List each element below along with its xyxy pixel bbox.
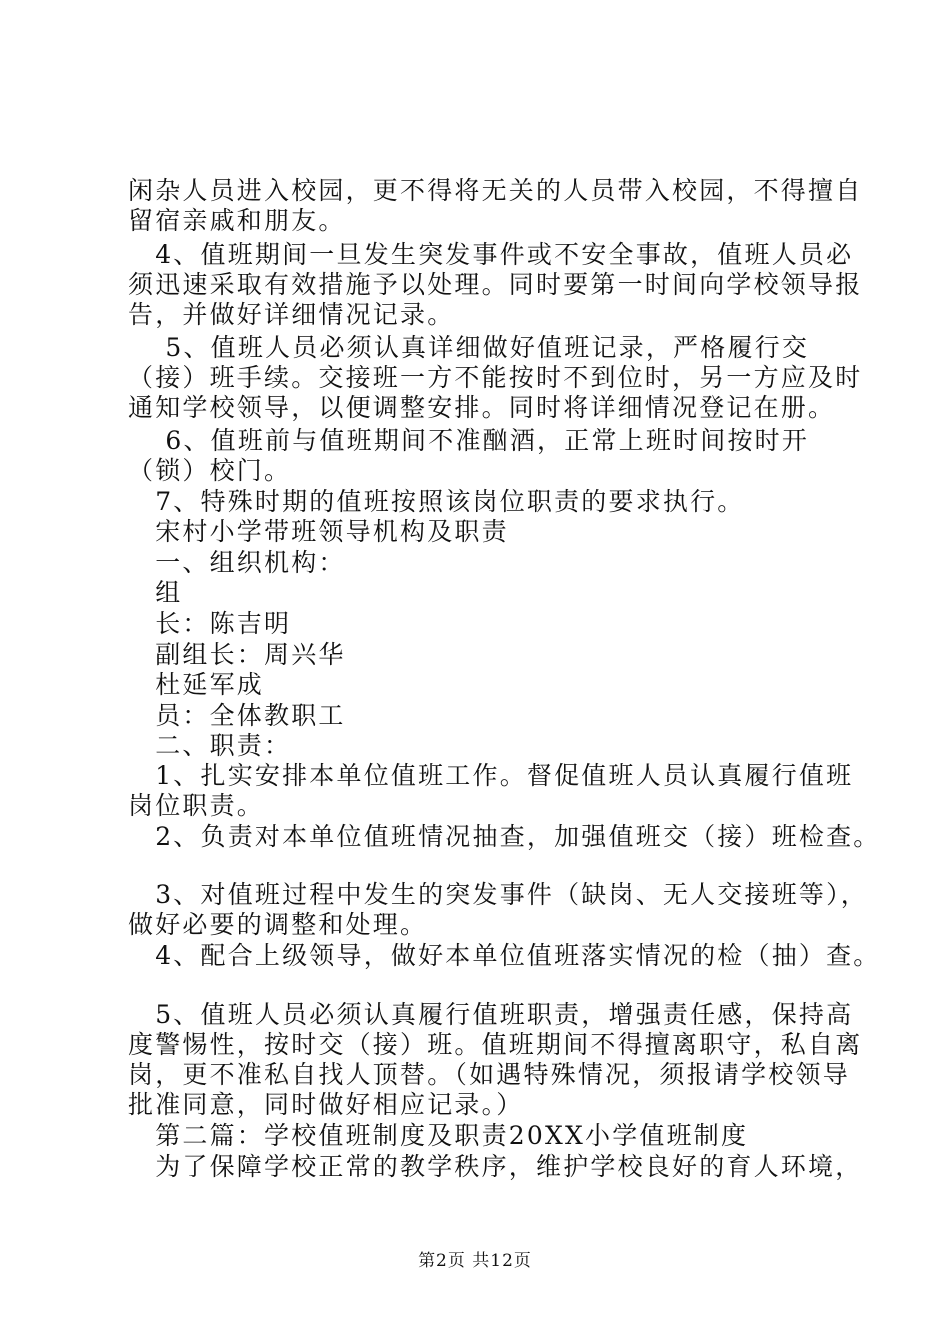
text-line: 员：全体教职工 [128,701,346,730]
text-line: 副组长：周兴华 [128,640,346,669]
text-line: 杜延军成 [128,670,265,699]
text-line: 宋村小学带班领导机构及职责 [128,517,509,546]
text-line: （接）班手续。交接班一方不能按时不到位时，另一方应及时 [128,363,863,392]
text-line: 第二篇：学校值班制度及职责20XX小学值班制度 [128,1121,749,1150]
text-line: 留宿亲戚和朋友。 [128,206,346,235]
text-line: 做好必要的调整和处理。 [128,910,428,939]
text-line: 须迅速采取有效措施予以处理。同时要第一时间向学校领导报 [128,270,863,299]
text-line: 批准同意，同时做好相应记录。） [128,1090,524,1119]
text-line: 3、对值班过程中发生的突发事件（缺岗、无人交接班等）， [128,880,869,909]
text-line: 6、值班前与值班期间不准酗酒，正常上班时间按时开 [128,426,810,455]
text-line: 告，并做好详细情况记录。 [128,300,455,329]
text-line: 为了保障学校正常的教学秩序，维护学校良好的育人环境， [128,1152,863,1181]
text-line: 2、负责对本单位值班情况抽查，加强值班交（接）班检查。 [128,822,881,851]
text-line: 4、配合上级领导，做好本单位值班落实情况的检（抽）查。 [128,941,881,970]
text-line: 4、值班期间一旦发生突发事件或不安全事故，值班人员必 [128,240,854,269]
text-line: 长：陈吉明 [128,609,292,638]
text-line: 1、扎实安排本单位值班工作。督促值班人员认真履行值班 [128,761,854,790]
text-line: 5、值班人员必须认真履行值班职责，增强责任感，保持高 [128,1000,854,1029]
text-line: 5、值班人员必须认真详细做好值班记录，严格履行交 [128,333,810,362]
text-line: 通知学校领导，以便调整安排。同时将详细情况登记在册。 [128,393,836,422]
text-line: 7、特殊时期的值班按照该岗位职责的要求执行。 [128,487,745,516]
text-line: 组 [128,578,183,607]
text-line: （锁）校门。 [128,456,292,485]
page-number-footer: 第2页 共12页 [418,1251,532,1271]
text-line: 岗，更不准私自找人顶替。（如遇特殊情况，须报请学校领导 [128,1060,850,1089]
text-line: 闲杂人员进入校园，更不得将无关的人员带入校园，不得擅自 [128,176,863,205]
text-line: 度警惕性，按时交（接）班。值班期间不得擅离职守，私自离 [128,1030,863,1059]
text-line: 岗位职责。 [128,791,265,820]
text-line: 一、组织机构： [128,548,346,577]
text-line: 二、职责： [128,731,292,760]
